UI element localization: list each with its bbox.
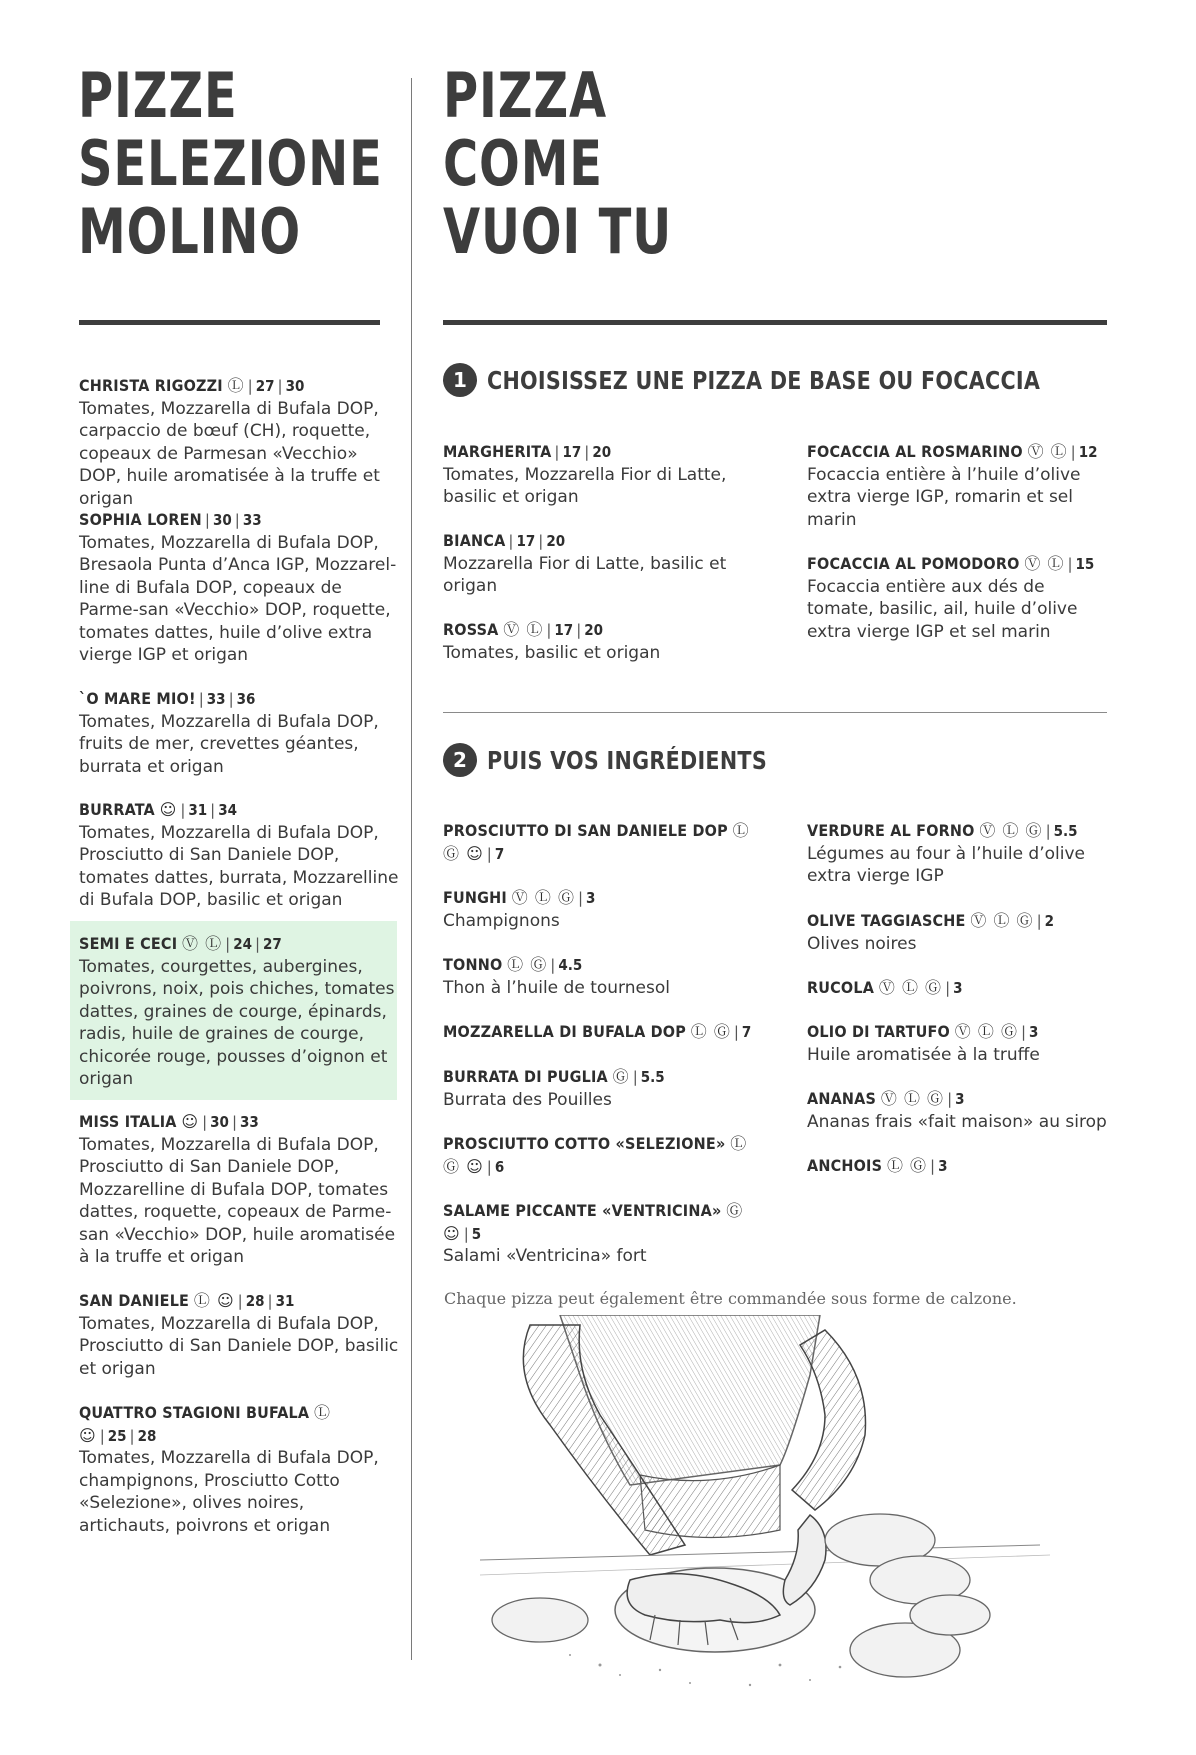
step-2-heading [443,743,791,777]
left-title [78,59,383,268]
price-separator: | [129,1426,135,1445]
item-name: BURRATA [79,800,155,819]
item-description: Tomates, Mozzarella di Bufala DOP, fruits de mer, crevettes géantes, burrata et origan [79,711,379,777]
menu-item [443,1066,763,1111]
menu-item-header [79,934,282,954]
menu-item [807,441,1107,531]
item-name: MOZZARELLA DI BUFALA DOP [443,1022,686,1041]
menu-item-header [443,1022,751,1042]
price-separator: | [237,1292,243,1310]
price-separator: | [508,532,514,550]
price-separator: | [930,1157,936,1175]
menu-item-header [443,1067,665,1087]
item-price: 15 [1075,555,1095,573]
item-price: 20 [592,443,612,461]
item-description: Ananas frais «fait maison» au sirop [807,1111,1107,1132]
menu-item-header [79,376,304,396]
diet-icons: Ⓛ ☺ [193,1291,235,1310]
menu-item [807,910,1107,955]
price-separator: | [550,956,556,974]
menu-item-header [443,1134,747,1177]
item-name: `O MARE MIO! [79,689,196,708]
menu-item-header [807,911,1054,931]
item-price: 20 [546,532,566,550]
menu-item-header [807,554,1094,574]
price-separator: | [231,1113,238,1131]
price-separator: | [225,935,231,953]
menu-item-header [443,442,611,462]
price-separator: | [99,1426,105,1445]
menu-item [443,619,763,664]
menu-item [807,553,1107,643]
item-description: Salami «Ventricina» fort [443,1246,647,1266]
item-name: SEMI E CECI [79,934,178,953]
price-separator: | [198,690,204,708]
menu-item-header [443,888,595,908]
menu-item [79,375,399,510]
price-separator: | [584,443,590,461]
item-price: 3 [586,889,596,907]
diet-icons: Ⓖ [612,1067,630,1086]
menu-item [79,688,399,778]
item-price: 27 [263,935,282,953]
menu-item-header [807,978,963,998]
item-description: Tomates, Mozzarella Fior di Latte, basilic et origan [443,464,727,507]
item-price: 31 [188,801,208,819]
item-price: 30 [210,1113,229,1131]
item-price: 12 [1078,443,1098,461]
item-description: Focaccia entière aux dés de tomate, basilic, ail, huile d’olive extra vierge IGP et sel marin [807,576,1078,642]
menu-item-header [443,1201,743,1244]
item-name: SAN DANIELE [79,1291,190,1310]
diet-icons: Ⓛ Ⓖ [690,1022,731,1041]
right-title [443,59,673,268]
item-price: 7 [741,1023,752,1041]
calzone-note: Chaque pizza peut également être commandée sous forme de calzone. [444,1289,1017,1308]
item-name: MISS ITALIA [79,1112,177,1131]
diet-icons: Ⓛ ☺ [79,1403,332,1445]
item-description: Tomates, basilic et origan [443,642,661,663]
item-name: BURRATA DI PUGLIA [443,1067,608,1086]
item-name: BIANCA [443,531,506,550]
diet-icons: Ⓛ Ⓖ ☺ [443,1134,748,1176]
menu-item [807,1021,1107,1066]
menu-item [443,1133,763,1178]
item-name: SOPHIA LOREN [79,510,202,529]
price-separator: | [538,532,544,550]
diet-icons: Ⓖ ☺ [443,1201,744,1243]
diet-icons: Ⓥ Ⓛ Ⓖ [511,888,575,907]
right-title-rule [443,320,1107,325]
item-name: OLIO DI TARTUFO [807,1022,950,1041]
left-title-line: SELEZIONE [78,127,383,200]
item-price: 5.5 [640,1068,665,1086]
item-description: Légumes au four à l’huile d’olive extra vierge IGP [807,843,1085,886]
right-title-line: PIZZA [443,59,607,132]
step-1-heading [443,363,1088,397]
item-description: Tomates, Mozzarella di Bufala DOP, Bresaola Punta d’Anca IGP, Mozzarel-line di Bufala DOP, copeaux de Parme-san «Vecchio» DOP, roquette, tomates dattes, huile d’olive extra vierge IGP et origan [79,532,397,665]
diet-icons: Ⓛ Ⓖ [886,1156,928,1175]
diet-icons: Ⓛ Ⓖ ☺ [443,821,750,863]
menu-item [807,977,1107,1000]
item-name: FOCACCIA AL ROSMARINO [807,442,1023,461]
item-price: 5.5 [1053,822,1078,840]
item-price: 28 [245,1292,265,1310]
item-price: 3 [1029,1023,1039,1041]
price-separator: | [577,889,584,907]
item-name: RUCOLA [807,978,875,997]
item-name: ROSSA [443,620,499,639]
menu-item-header [79,689,255,709]
item-description: Olives noires [807,933,917,954]
item-price: 7 [494,844,505,863]
price-separator: | [202,1113,208,1131]
menu-item-header [807,442,1098,462]
menu-item-header [443,821,750,864]
price-separator: | [210,801,216,819]
item-price: 24 [233,935,252,953]
diet-icons: Ⓛ [227,376,245,395]
price-separator: | [486,1157,492,1176]
left-title-line: PIZZE [78,59,238,132]
menu-item [443,530,763,598]
right-title-line: COME [443,127,603,200]
item-name: CHRISTA RIGOZZI [79,376,223,395]
section-divider [443,712,1107,713]
item-description: Tomates, courgettes, aubergines, poivrons, noix, pois chiches, tomates dattes, graines de courge, épinards, radis, huile de graines de courge, chicorée rouge, pousses d’oignon et origan [79,956,395,1089]
menu-item [443,441,763,509]
price-separator: | [1045,822,1051,840]
step-number-badge: 1 [443,363,477,397]
item-price: 17 [554,621,574,639]
menu-item [79,799,399,912]
menu-item [807,1088,1107,1133]
menu-item [443,887,763,932]
price-separator: | [733,1023,739,1041]
item-name: ANANAS [807,1089,877,1108]
item-name: QUATTRO STAGIONI BUFALA [79,1403,310,1422]
menu-item-header [807,821,1078,841]
price-separator: | [554,443,560,461]
price-separator: | [277,377,283,395]
price-separator: | [463,1224,469,1243]
item-description: Tomates, Mozzarella di Bufala DOP, Prosciutto di San Daniele DOP, tomates dattes, burrata, Mozzarelline di Bufala DOP, basilic et origan [79,822,399,910]
menu-item-header [807,1156,947,1176]
item-price: 17 [562,443,582,461]
right-title-line: VUOI TU [443,195,673,268]
menu-item-header [79,1112,259,1132]
diet-icons: Ⓥ Ⓛ Ⓖ [878,978,943,997]
item-name: TONNO [443,955,503,974]
item-price: 5 [471,1224,482,1243]
menu-item-header [79,800,237,820]
item-description: Tomates, Mozzarella di Bufala DOP, Prosciutto di San Daniele DOP, basilic et origan [79,1313,399,1379]
diet-icons: Ⓥ Ⓛ [503,620,544,639]
step-label: CHOISISSEZ UNE PIZZA DE BASE OU FOCACCIA [487,365,1041,395]
item-price: 33 [206,690,226,708]
price-separator: | [486,844,492,863]
step-label: PUIS VOS INGRÉDIENTS [487,745,767,775]
diet-icons: ☺ [181,1112,200,1131]
price-separator: | [1036,912,1042,930]
menu-item [443,820,763,865]
price-separator: | [632,1068,638,1086]
menu-item [443,1200,763,1268]
menu-item [443,954,763,999]
diet-icons: Ⓥ Ⓛ [1027,442,1068,461]
item-price: 30 [212,511,232,529]
item-name: FUNGHI [443,888,507,907]
diet-icons: ☺ [159,800,178,819]
price-separator: | [1070,443,1076,461]
menu-item-header [79,1403,331,1446]
item-price: 33 [242,511,262,529]
left-title-line: MOLINO [78,195,302,268]
item-name: VERDURE AL FORNO [807,821,975,840]
step-number-badge: 2 [443,743,477,777]
price-separator: | [267,1292,273,1310]
menu-item-header [807,1089,965,1109]
menu-item [443,1021,763,1044]
item-price: 27 [255,377,275,395]
item-name: ANCHOIS [807,1156,883,1175]
menu-item-header [443,620,603,640]
item-price: 34 [218,801,238,819]
item-price: 20 [584,621,604,639]
item-price: 17 [516,532,536,550]
left-title-rule [79,320,380,325]
menu-item-header [443,531,565,551]
price-separator: | [576,621,582,639]
price-separator: | [247,377,253,395]
item-price: 3 [938,1157,948,1175]
item-description: Tomates, Mozzarella di Bufala DOP, carpaccio de bœuf (CH), roquette, copeaux de Parmesan «Vecchio» DOP, huile aromatisée à la truffe et origan [79,398,380,509]
price-separator: | [1067,555,1073,573]
price-separator: | [204,511,210,529]
diet-icons: Ⓛ Ⓖ [507,955,548,974]
menu-item-header [807,1022,1038,1042]
price-separator: | [945,979,951,997]
diet-icons: Ⓥ Ⓛ Ⓖ [954,1022,1018,1041]
item-description: Tomates, Mozzarella di Bufala DOP, champignons, Prosciutto Cotto «Selezione», olives noires, artichauts, poivrons et origan [79,1448,379,1536]
diet-icons: Ⓥ Ⓛ [182,934,223,953]
item-price: 25 [107,1426,127,1445]
price-separator: | [546,621,552,639]
item-description: Tomates, Mozzarella di Bufala DOP, Prosciutto di San Daniele DOP, Mozzarelline di Bufala DOP, tomates dattes, roquette, copeaux de Parme-san «Vecchio» DOP, huile aromatisée à la truffe et origan [79,1134,396,1267]
price-separator: | [947,1090,953,1108]
price-separator: | [180,801,186,819]
item-price: 30 [285,377,305,395]
pizzaiolo-illustration [480,1315,1060,1705]
diet-icons: Ⓥ Ⓛ Ⓖ [880,1089,945,1108]
price-separator: | [228,690,234,708]
item-description: Focaccia entière à l’huile d’olive extra vierge IGP, romarin et sel marin [807,464,1081,530]
menu-item-header [79,1291,294,1311]
item-name: PROSCIUTTO COTTO «SELEZIONE» [443,1134,726,1153]
menu-item [79,1111,399,1269]
item-name: FOCACCIA AL POMODORO [807,554,1020,573]
menu-item [79,509,399,667]
menu-item-header [443,955,582,975]
item-price: 33 [240,1113,259,1131]
item-price: 31 [275,1292,295,1310]
item-price: 4.5 [558,956,583,974]
price-separator: | [1020,1023,1027,1041]
menu-item [79,1290,399,1380]
price-separator: | [234,511,240,529]
diet-icons: Ⓥ Ⓛ Ⓖ [970,911,1034,930]
menu-item [79,933,399,1091]
column-divider [411,78,412,1660]
item-description: Burrata des Pouilles [443,1089,612,1110]
menu-item [807,1155,1107,1178]
menu-item [807,820,1107,888]
item-price: 2 [1044,912,1055,930]
diet-icons: Ⓥ Ⓛ [1024,554,1065,573]
item-price: 36 [236,690,256,708]
item-name: MARGHERITA [443,442,552,461]
item-description: Mozzarella Fior di Latte, basilic et origan [443,553,727,596]
item-description: Huile aromatisée à la truffe [807,1044,1040,1065]
menu-item-header [79,510,262,530]
item-description: Thon à l’huile de tournesol [443,977,670,998]
item-name: PROSCIUTTO DI SAN DANIELE DOP [443,821,728,840]
price-separator: | [254,935,261,953]
diet-icons: Ⓥ Ⓛ Ⓖ [979,821,1043,840]
item-name: OLIVE TAGGIASCHE [807,911,966,930]
item-name: SALAME PICCANTE «VENTRICINA» [443,1201,722,1220]
item-price: 3 [953,979,963,997]
item-price: 28 [137,1426,157,1445]
item-price: 6 [494,1157,505,1176]
item-description: Champignons [443,910,560,931]
menu-item [79,1402,399,1537]
item-price: 3 [955,1090,965,1108]
